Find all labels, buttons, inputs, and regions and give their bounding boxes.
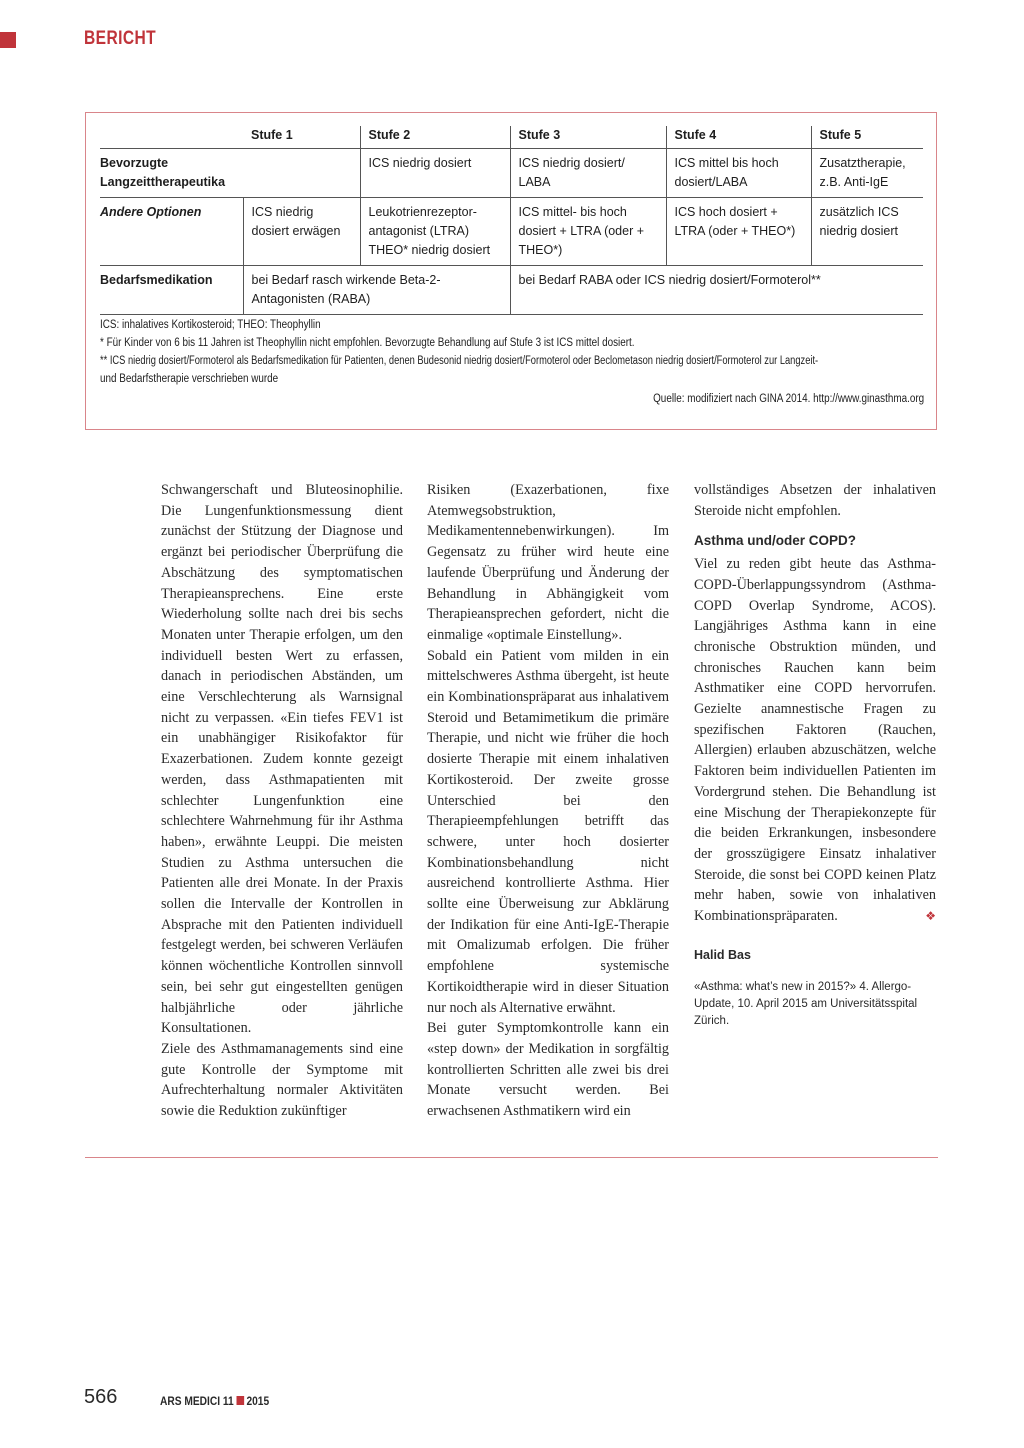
table-cell: bei Bedarf rasch wirkende Beta-2-Antagonisten (RABA) xyxy=(243,266,510,315)
table-header-stufe-5: Stufe 5 xyxy=(811,126,923,149)
paragraph: Risiken (Exazerbationen, fixe Atemwegsobstruktion, Medikamentennebenwirkungen). Im Gegensatz zu früher wird heute eine laufende Überprüfung und Änderung der Behandlung in Abhängigkeit vom Therapieansprechen gefordert, nicht die einmalige «optimale Einstellung». xyxy=(427,482,669,643)
table-header-empty xyxy=(100,126,243,149)
row-label-other-options: Andere Optionen xyxy=(100,198,243,266)
row-label-preferred: Bevorzugte Langzeittherapeutika xyxy=(100,149,243,198)
table-cell: Zusatztherapie, z.B. Anti-IgE xyxy=(811,149,923,198)
section-label: BERICHT xyxy=(84,28,157,49)
table-cell: ICS niedrig dosiert erwägen xyxy=(243,198,360,266)
table-header-stufe-4: Stufe 4 xyxy=(666,126,811,149)
author-name: Halid Bas xyxy=(694,947,751,962)
paragraph: vollständiges Absetzen der inhalativen Steroide nicht empfohlen. xyxy=(694,482,936,519)
table-row xyxy=(100,266,923,315)
table-cell: bei Bedarf RABA oder ICS niedrig dosiert/Formoterol** xyxy=(510,266,923,315)
table-header-row xyxy=(100,126,923,149)
journal-info xyxy=(160,1394,269,1408)
text-column-1 xyxy=(161,480,403,1122)
table-footnotes xyxy=(100,316,924,405)
table-source: Quelle: modifiziert nach GINA 2014. http://www.ginasthma.org xyxy=(652,393,924,405)
footnote-star: * Für Kinder von 6 bis 11 Jahren ist Theophyllin nicht empfohlen. Bevorzugte Behandlung auf Stufe 3 ist ICS mittel dosiert. xyxy=(100,337,635,349)
row-label-rescue: Bedarfsmedikation xyxy=(100,266,243,315)
paragraph: Sobald ein Patient vom milden in ein mittelschweres Asthma übergeht, ist heute ein Kombinationspräparat aus inhalativem Steroid und Betamimetikum die primäre Therapie, und nicht wie früher die hoch dosierte Therapie mit einem inhalativen Kortikosteroid. Der zweite grosse Unterschied bei den Therapieempfehlungen betrifft das schwere, unter hoch dosierter Kombinationsbehandlung nicht ausreichend kontrollierte Asthma. Hier sollte eine Überweisung zur Abklärung der Indikation für eine Anti-IgE-Therapie mit Omalizumab erfolgen. Die früher empfohlene systemische Kortikoidtherapie wird in dieser Situation nur noch als Alternative erwähnt. xyxy=(427,647,669,1016)
paragraph: Bei guter Symptomkontrolle kann ein «step down» der Medikation in sorgfältig kontrollierten Schritten alle zwei bis drei Monate versucht werden. Bei erwachsenen Asthmatikern wird ein xyxy=(427,1020,669,1120)
page-number: 566 xyxy=(84,1386,118,1408)
table-row xyxy=(100,198,923,266)
table-cell: ICS mittel bis hoch dosiert/LABA xyxy=(666,149,811,198)
text-column-2 xyxy=(427,480,669,1122)
paragraph xyxy=(694,554,936,927)
subheading: Asthma und/oder COPD? xyxy=(694,533,857,549)
table-header-stufe-2: Stufe 2 xyxy=(360,126,510,149)
footer-divider xyxy=(85,1157,938,1158)
journal-name: ARS MEDICI 11 xyxy=(160,1394,234,1408)
table-cell: ICS niedrig dosiert xyxy=(360,149,510,198)
journal-year: 2015 xyxy=(246,1394,270,1408)
table-cell: ICS niedrig dosiert/ LABA xyxy=(510,149,666,198)
end-of-article-icon: ❖ xyxy=(925,909,936,924)
text-column-3 xyxy=(694,480,936,1030)
paragraph: Ziele des Asthmamanagements sind eine gute Kontrolle der Symptome mit Aufrechterhaltung normaler Aktivitäten sowie die Reduktion zukünftiger xyxy=(161,1040,403,1120)
table-row xyxy=(100,149,923,198)
table-header-stufe-3: Stufe 3 xyxy=(510,126,666,149)
table-cell xyxy=(243,149,360,198)
paragraph-text: Viel zu reden gibt heute das Asthma-COPD-Überlappungssyndrom (Asthma-COPD Overlap Syndrome, ACOS). Langjähriges Asthma kann in eine chronische Obstruktion münden, und chronisches Rauchen kann beim Asthmatiker eine COPD hervorrufen. Gezielte anamnestische Fragen zu spezifischen Faktoren (Rauchen, Allergien) erlauben abzuschätzen, welche Faktoren beim individuellen Patienten im Vordergrund stehen. Die Behandlung ist eine Mischung der Therapiekonzepte für die beiden Erkrankungen, insbesondere der grosszügigere Einsatz inhalativer Steroide, die sonst bei COPD keinen Platz mehr haben, sowie von inhalativen Kombinationspräparaten. xyxy=(694,556,936,925)
therapy-steps-table xyxy=(100,126,923,315)
table-cell: zusätzlich ICS niedrig dosiert xyxy=(811,198,923,266)
section-color-block xyxy=(0,32,16,48)
table-cell: Leukotrienrezeptor-antagonist (LTRA) THEO* niedrig dosiert xyxy=(360,198,510,266)
table-cell: ICS mittel- bis hoch dosiert + LTRA (oder + THEO*) xyxy=(510,198,666,266)
table-header-stufe-1: Stufe 1 xyxy=(243,126,360,149)
reference-note: «Asthma: what’s new in 2015?» 4. Allergo-Update, 10. April 2015 am Universitätsspital Zürich. xyxy=(694,981,918,1028)
journal-separator-square xyxy=(236,1396,244,1405)
footnote-double-star-cont: und Bedarfstherapie verschrieben wurde xyxy=(100,373,279,385)
footnote-double-star: ** ICS niedrig dosiert/Formoterol als Bedarfsmedikation für Patienten, denen Budesonid niedrig dosiert/Formoterol oder Beclometason niedrig dosiert/Formoterol zur Langzeit- xyxy=(100,355,819,367)
paragraph: Schwangerschaft und Bluteosinophilie. Die Lungenfunktionsmessung dient zunächst der Stützung der Diagnose und ergänzt bei periodischer Überprüfung die Abschätzung des symptomatischen Therapieansprechens. Eine erste Wiederholung sollte nach drei bis sechs Monaten unter Therapie erfolgen, um den individuell besten Wert zu erfassen, danach in periodischen Abständen, um eine Verschlechterung als Warnsignal nicht zu verpassen. «Ein tiefes FEV1 ist ein unabhängiger Risikofaktor für Exazerbationen. Zudem konnte gezeigt werden, dass Asthmapatienten mit schlechter Lungenfunktion eine schlechtere Wahrnehmung für ihr Asthma haben», erwähnte Leuppi. Die meisten Studien zu Asthma untersuchen die Patienten alle drei Monate. In der Praxis sollen die Intervalle der Kontrollen in Absprache mit den Patienten individuell festgelegt werden, bei schweren Verläufen können wöchentliche Kontrollen sinnvoll sein, bei sehr gut eingestellten genügen halbjährliche oder jährliche Konsultationen. xyxy=(161,482,403,1037)
footnote-abbreviations: ICS: inhalatives Kortikosteroid; THEO: Theophyllin xyxy=(100,319,321,331)
table-cell: ICS hoch dosiert + LTRA (oder + THEO*) xyxy=(666,198,811,266)
